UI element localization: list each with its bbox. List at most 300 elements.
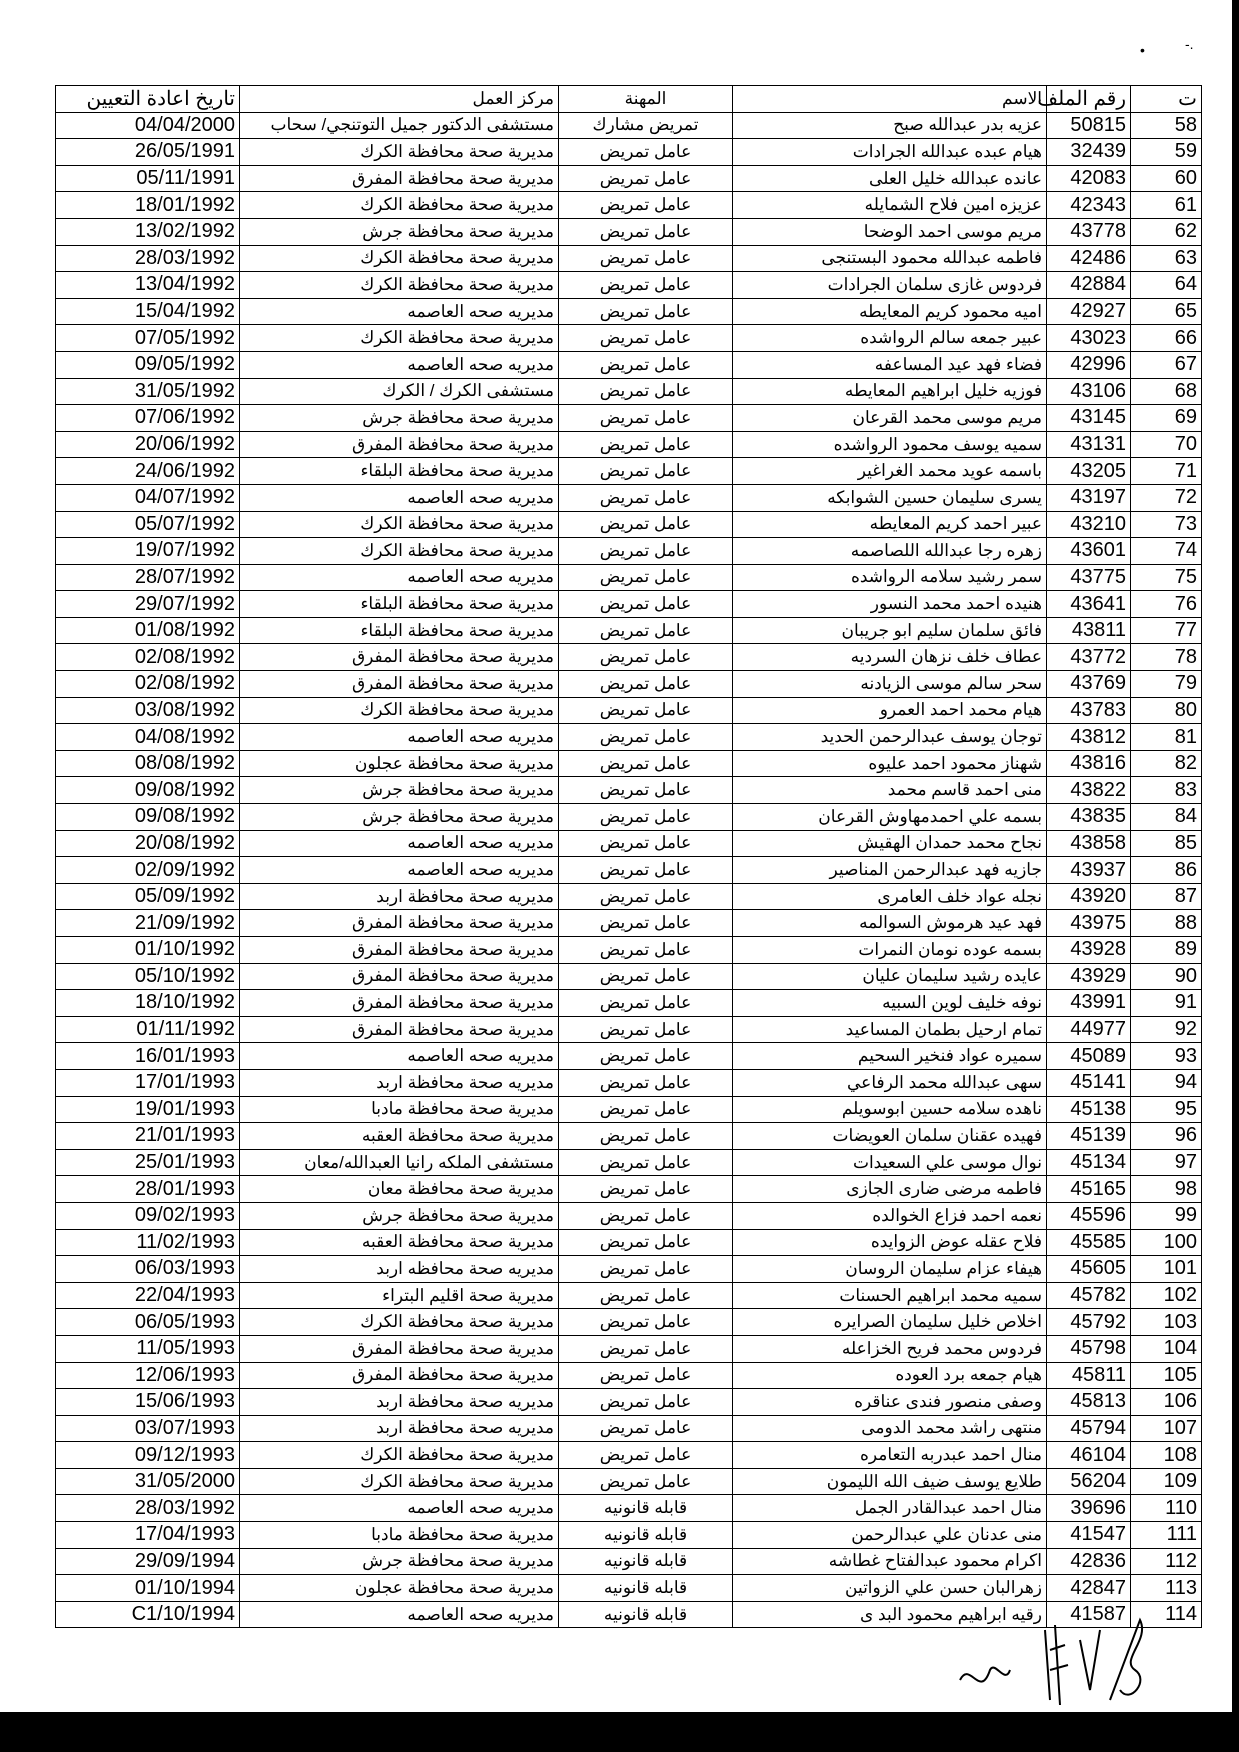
profession-cell: عامل تمريض bbox=[559, 671, 733, 698]
workplace-cell: مديريه صحة محافظة اربد bbox=[240, 1069, 559, 1096]
name-cell: فاطمه مرضى ضارى الجازى bbox=[733, 1176, 1047, 1203]
table-row bbox=[56, 484, 1202, 511]
workplace-cell: مديريه صحه العاصمه bbox=[240, 1601, 559, 1628]
serial-cell: 83 bbox=[1131, 777, 1202, 804]
file-number-cell: 42927 bbox=[1047, 298, 1131, 325]
workplace-cell: مستشفى الملكه رانيا العبدالله/معان bbox=[240, 1149, 559, 1176]
profession-cell: عامل تمريض bbox=[559, 1468, 733, 1495]
serial-cell: 89 bbox=[1131, 937, 1202, 964]
profession-cell: عامل تمريض bbox=[559, 1123, 733, 1150]
serial-cell: 63 bbox=[1131, 245, 1202, 272]
workplace-cell: مستشفى الكرك / الكرك bbox=[240, 378, 559, 405]
profession-cell: عامل تمريض bbox=[559, 963, 733, 990]
table-row bbox=[56, 724, 1202, 751]
file-number-cell: 45605 bbox=[1047, 1256, 1131, 1283]
table-row bbox=[56, 1442, 1202, 1469]
reappointment-date-cell: 31/05/2000 bbox=[56, 1468, 240, 1495]
name-cell: مريم موسى احمد الوضحا bbox=[733, 218, 1047, 245]
workplace-cell: مديرية صحة محافظة عجلون bbox=[240, 1575, 559, 1602]
serial-cell: 90 bbox=[1131, 963, 1202, 990]
workplace-cell: مديرية صحة محافظة البلقاء bbox=[240, 591, 559, 618]
reappointment-date-cell: 03/07/1993 bbox=[56, 1415, 240, 1442]
serial-cell: 100 bbox=[1131, 1229, 1202, 1256]
name-cell: سهى عبدالله محمد الرفاعي bbox=[733, 1069, 1047, 1096]
reappointment-date-cell: 04/08/1992 bbox=[56, 724, 240, 751]
reappointment-date-cell: 02/08/1992 bbox=[56, 644, 240, 671]
table-row bbox=[56, 830, 1202, 857]
workplace-cell: مديرية صحة محافظة معان bbox=[240, 1176, 559, 1203]
table-row bbox=[56, 1282, 1202, 1309]
serial-cell: 59 bbox=[1131, 139, 1202, 166]
table-row bbox=[56, 937, 1202, 964]
profession-cell: عامل تمريض bbox=[559, 617, 733, 644]
table-row bbox=[56, 1415, 1202, 1442]
profession-cell: عامل تمريض bbox=[559, 245, 733, 272]
name-cell: وصفى منصور فندى عناقره bbox=[733, 1389, 1047, 1416]
workplace-cell: مديريه صحه العاصمه bbox=[240, 484, 559, 511]
file-number-cell: 32439 bbox=[1047, 139, 1131, 166]
file-number-cell: 43822 bbox=[1047, 777, 1131, 804]
profession-cell: عامل تمريض bbox=[559, 1335, 733, 1362]
table-row bbox=[56, 1468, 1202, 1495]
table-row bbox=[56, 218, 1202, 245]
serial-cell: 78 bbox=[1131, 644, 1202, 671]
serial-cell: 91 bbox=[1131, 990, 1202, 1017]
name-cell: فضاء فهد عيد المساعفه bbox=[733, 351, 1047, 378]
workplace-cell: مديرية صحة محافظة الكرك bbox=[240, 697, 559, 724]
name-cell: سميه محمد ابراهيم الحسنات bbox=[733, 1282, 1047, 1309]
serial-cell: 66 bbox=[1131, 325, 1202, 352]
table-row bbox=[56, 245, 1202, 272]
file-number-cell: 41547 bbox=[1047, 1522, 1131, 1549]
reappointment-date-cell: 11/05/1993 bbox=[56, 1335, 240, 1362]
table-row bbox=[56, 1522, 1202, 1549]
file-number-cell: 43783 bbox=[1047, 697, 1131, 724]
workplace-cell: مستشفى الدكتور جميل التوتنجي/ سحاب bbox=[240, 112, 559, 139]
serial-cell: 81 bbox=[1131, 724, 1202, 751]
table-row bbox=[56, 963, 1202, 990]
table-row bbox=[56, 1389, 1202, 1416]
file-number-cell: 50815 bbox=[1047, 112, 1131, 139]
file-number-cell: 45596 bbox=[1047, 1202, 1131, 1229]
serial-cell: 77 bbox=[1131, 617, 1202, 644]
workplace-cell: مديرية صحة محافظة المفرق bbox=[240, 1335, 559, 1362]
reappointment-date-cell: 16/01/1993 bbox=[56, 1043, 240, 1070]
serial-cell: 72 bbox=[1131, 484, 1202, 511]
file-number-cell: 43145 bbox=[1047, 405, 1131, 432]
workplace-cell: مديرية صحة محافظة المفرق bbox=[240, 431, 559, 458]
file-number-cell: 43205 bbox=[1047, 458, 1131, 485]
file-number-cell: 43775 bbox=[1047, 564, 1131, 591]
name-cell: نوفه خليف لوين السبيه bbox=[733, 990, 1047, 1017]
scan-edge-bar bbox=[1232, 0, 1239, 1752]
profession-cell: عامل تمريض bbox=[559, 697, 733, 724]
serial-cell: 65 bbox=[1131, 298, 1202, 325]
workplace-cell: مديرية صحة محافظة المفرق bbox=[240, 937, 559, 964]
profession-cell: عامل تمريض bbox=[559, 325, 733, 352]
serial-cell: 73 bbox=[1131, 511, 1202, 538]
file-number-cell: 42996 bbox=[1047, 351, 1131, 378]
name-cell: نوال موسى علي السعيدات bbox=[733, 1149, 1047, 1176]
table-row bbox=[56, 883, 1202, 910]
table-row bbox=[56, 165, 1202, 192]
profession-cell: عامل تمريض bbox=[559, 1096, 733, 1123]
reappointment-date-cell: 01/10/1992 bbox=[56, 937, 240, 964]
serial-cell: 94 bbox=[1131, 1069, 1202, 1096]
reappointment-date-cell: 29/07/1992 bbox=[56, 591, 240, 618]
scan-mark: • bbox=[1140, 42, 1145, 58]
file-number-cell: 43858 bbox=[1047, 830, 1131, 857]
serial-cell: 112 bbox=[1131, 1548, 1202, 1575]
workplace-cell: مديرية صحة محافظة الكرك bbox=[240, 511, 559, 538]
file-number-cell: 43937 bbox=[1047, 857, 1131, 884]
serial-cell: 114 bbox=[1131, 1601, 1202, 1628]
serial-cell: 67 bbox=[1131, 351, 1202, 378]
profession-cell: قابله قانونيه bbox=[559, 1495, 733, 1522]
workplace-cell: مديرية صحة محافظة المفرق bbox=[240, 671, 559, 698]
reappointment-date-cell: 06/05/1993 bbox=[56, 1309, 240, 1336]
file-number-cell: 43975 bbox=[1047, 910, 1131, 937]
table-row bbox=[56, 697, 1202, 724]
profession-cell: عامل تمريض bbox=[559, 830, 733, 857]
workplace-cell: مديرية صحة محافظة الكرك bbox=[240, 538, 559, 565]
profession-cell: عامل تمريض bbox=[559, 484, 733, 511]
file-number-cell: 42083 bbox=[1047, 165, 1131, 192]
profession-cell: قابله قانونيه bbox=[559, 1575, 733, 1602]
profession-cell: عامل تمريض bbox=[559, 937, 733, 964]
name-cell: فهيده عقنان سلمان العويضات bbox=[733, 1123, 1047, 1150]
reappointment-date-cell: 05/09/1992 bbox=[56, 883, 240, 910]
profession-cell: عامل تمريض bbox=[559, 511, 733, 538]
workplace-cell: مديرية صحة محافظة الكرك bbox=[240, 325, 559, 352]
reappointment-date-cell: 02/09/1992 bbox=[56, 857, 240, 884]
serial-cell: 84 bbox=[1131, 804, 1202, 831]
profession-cell: عامل تمريض bbox=[559, 777, 733, 804]
reappointment-date-cell: 06/03/1993 bbox=[56, 1256, 240, 1283]
name-cell: فوزيه خليل ابراهيم المعايطه bbox=[733, 378, 1047, 405]
name-cell: اخلاص خليل سليمان الصرايره bbox=[733, 1309, 1047, 1336]
file-number-cell: 45782 bbox=[1047, 1282, 1131, 1309]
profession-cell: عامل تمريض bbox=[559, 272, 733, 299]
profession-cell: عامل تمريض bbox=[559, 298, 733, 325]
name-cell: هيام محمد احمد العمرو bbox=[733, 697, 1047, 724]
reappointment-date-cell: 28/03/1992 bbox=[56, 1495, 240, 1522]
table-row bbox=[56, 272, 1202, 299]
name-cell: فردوس محمد فريح الخزاعله bbox=[733, 1335, 1047, 1362]
reappointment-date-cell: 20/06/1992 bbox=[56, 431, 240, 458]
table-row bbox=[56, 1069, 1202, 1096]
serial-cell: 110 bbox=[1131, 1495, 1202, 1522]
name-cell: نعمه احمد فزاع الخوالده bbox=[733, 1202, 1047, 1229]
workplace-cell: مديرية صحة محافظة المفرق bbox=[240, 165, 559, 192]
file-number-cell: 42836 bbox=[1047, 1548, 1131, 1575]
name-cell: شهناز محمود احمد عليوه bbox=[733, 750, 1047, 777]
profession-cell: عامل تمريض bbox=[559, 591, 733, 618]
profession-cell: عامل تمريض bbox=[559, 1202, 733, 1229]
table-row bbox=[56, 1176, 1202, 1203]
profession-cell: عامل تمريض bbox=[559, 218, 733, 245]
profession-cell: عامل تمريض bbox=[559, 644, 733, 671]
serial-cell: 106 bbox=[1131, 1389, 1202, 1416]
file-number-cell: 45165 bbox=[1047, 1176, 1131, 1203]
serial-cell: 92 bbox=[1131, 1016, 1202, 1043]
workplace-cell: مديرية صحة محافظة المفرق bbox=[240, 990, 559, 1017]
reappointment-date-cell: 05/11/1991 bbox=[56, 165, 240, 192]
name-cell: يسرى سليمان حسين الشوابكه bbox=[733, 484, 1047, 511]
name-cell: توجان يوسف عبدالرحمن الحديد bbox=[733, 724, 1047, 751]
profession-cell: عامل تمريض bbox=[559, 1362, 733, 1389]
workplace-cell: مديرية صحة محافظة البلقاء bbox=[240, 458, 559, 485]
reappointment-date-cell: 21/01/1993 bbox=[56, 1123, 240, 1150]
profession-cell: عامل تمريض bbox=[559, 910, 733, 937]
table-row bbox=[56, 112, 1202, 139]
profession-cell: عامل تمريض bbox=[559, 804, 733, 831]
profession-cell: عامل تمريض bbox=[559, 351, 733, 378]
profession-cell: عامل تمريض bbox=[559, 1256, 733, 1283]
workplace-cell: مديرية صحة محافظة جرش bbox=[240, 405, 559, 432]
profession-cell: عامل تمريض bbox=[559, 538, 733, 565]
profession-cell: عامل تمريض bbox=[559, 1043, 733, 1070]
serial-cell: 108 bbox=[1131, 1442, 1202, 1469]
serial-cell: 58 bbox=[1131, 112, 1202, 139]
file-number-cell: 39696 bbox=[1047, 1495, 1131, 1522]
reappointment-date-cell: 01/10/1994 bbox=[56, 1575, 240, 1602]
file-number-cell: 42486 bbox=[1047, 245, 1131, 272]
reappointment-date-cell: 24/06/1992 bbox=[56, 458, 240, 485]
name-cell: هيام عبده عبدالله الجرادات bbox=[733, 139, 1047, 166]
name-cell: هيفاء عزام سليمان الروسان bbox=[733, 1256, 1047, 1283]
workplace-cell: مديرية صحة محافظة البلقاء bbox=[240, 617, 559, 644]
reappointment-date-cell: 09/08/1992 bbox=[56, 777, 240, 804]
serial-cell: 74 bbox=[1131, 538, 1202, 565]
table-row bbox=[56, 192, 1202, 219]
name-cell: عطاف خلف نزهان السرديه bbox=[733, 644, 1047, 671]
scan-mark: -. bbox=[1185, 36, 1194, 52]
table-row bbox=[56, 1362, 1202, 1389]
name-cell: سميه يوسف محمود الرواشده bbox=[733, 431, 1047, 458]
serial-cell: 60 bbox=[1131, 165, 1202, 192]
reappointment-date-cell: 19/07/1992 bbox=[56, 538, 240, 565]
reappointment-date-cell: 05/10/1992 bbox=[56, 963, 240, 990]
employee-reappointment-table bbox=[55, 85, 1202, 1628]
workplace-cell: مديريه صحه العاصمه bbox=[240, 298, 559, 325]
reappointment-date-cell: 15/04/1992 bbox=[56, 298, 240, 325]
reappointment-date-cell: 09/02/1993 bbox=[56, 1202, 240, 1229]
name-cell: عبير احمد كريم المعايطه bbox=[733, 511, 1047, 538]
serial-cell: 111 bbox=[1131, 1522, 1202, 1549]
workplace-cell: مديرية صحة محافظة مادبا bbox=[240, 1096, 559, 1123]
table-row bbox=[56, 1202, 1202, 1229]
profession-cell: عامل تمريض bbox=[559, 1229, 733, 1256]
serial-cell: 75 bbox=[1131, 564, 1202, 591]
table-header-row bbox=[56, 86, 1202, 113]
reappointment-date-cell: 29/09/1994 bbox=[56, 1548, 240, 1575]
table-row bbox=[56, 1548, 1202, 1575]
profession-cell: عامل تمريض bbox=[559, 857, 733, 884]
reappointment-date-cell: 26/05/1991 bbox=[56, 139, 240, 166]
file-number-cell: 45138 bbox=[1047, 1096, 1131, 1123]
name-cell: تمام ارحيل بطمان المساعيد bbox=[733, 1016, 1047, 1043]
table-row bbox=[56, 1309, 1202, 1336]
file-number-cell: 42884 bbox=[1047, 272, 1131, 299]
reappointment-date-cell: 31/05/1992 bbox=[56, 378, 240, 405]
table-row bbox=[56, 1495, 1202, 1522]
table-row bbox=[56, 1043, 1202, 1070]
table-row bbox=[56, 1229, 1202, 1256]
workplace-cell: مديرية صحة محافظة جرش bbox=[240, 804, 559, 831]
table-row bbox=[56, 458, 1202, 485]
reappointment-date-cell: 04/04/2000 bbox=[56, 112, 240, 139]
reappointment-date-cell: 12/06/1993 bbox=[56, 1362, 240, 1389]
table-row bbox=[56, 298, 1202, 325]
serial-cell: 64 bbox=[1131, 272, 1202, 299]
serial-cell: 97 bbox=[1131, 1149, 1202, 1176]
profession-cell: عامل تمريض bbox=[559, 165, 733, 192]
table-row bbox=[56, 1149, 1202, 1176]
workplace-cell: مديرية صحة محافظة جرش bbox=[240, 777, 559, 804]
serial-cell: 107 bbox=[1131, 1415, 1202, 1442]
serial-cell: 95 bbox=[1131, 1096, 1202, 1123]
reappointment-date-cell: 05/07/1992 bbox=[56, 511, 240, 538]
table-row bbox=[56, 1123, 1202, 1150]
profession-cell: عامل تمريض bbox=[559, 1442, 733, 1469]
name-cell: هيام جمعه برد العوده bbox=[733, 1362, 1047, 1389]
workplace-cell: مديريه صحه العاصمه bbox=[240, 724, 559, 751]
table-row bbox=[56, 1575, 1202, 1602]
name-cell: زهرالبان حسن علي الزواتين bbox=[733, 1575, 1047, 1602]
name-cell: فردوس غازى سلمان الجرادات bbox=[733, 272, 1047, 299]
serial-cell: 80 bbox=[1131, 697, 1202, 724]
name-cell: مريم موسى محمد القرعان bbox=[733, 405, 1047, 432]
table-body bbox=[56, 112, 1202, 1628]
name-cell: نجله عواد خلف العامرى bbox=[733, 883, 1047, 910]
table-row bbox=[56, 564, 1202, 591]
file-number-cell: 43106 bbox=[1047, 378, 1131, 405]
file-number-cell: 42847 bbox=[1047, 1575, 1131, 1602]
file-number-cell: 43197 bbox=[1047, 484, 1131, 511]
file-number-cell: 43816 bbox=[1047, 750, 1131, 777]
serial-cell: 102 bbox=[1131, 1282, 1202, 1309]
file-number-cell: 43991 bbox=[1047, 990, 1131, 1017]
name-cell: فائق سلمان سليم ابو جريبان bbox=[733, 617, 1047, 644]
table-row bbox=[56, 538, 1202, 565]
workplace-cell: مديريه صحة محافظه اربد bbox=[240, 1256, 559, 1283]
table-row bbox=[56, 431, 1202, 458]
name-cell: فاطمه عبدالله محمود البستنجى bbox=[733, 245, 1047, 272]
workplace-cell: مديرية صحة محافظة المفرق bbox=[240, 644, 559, 671]
name-cell: سمر رشيد سلامه الرواشده bbox=[733, 564, 1047, 591]
workplace-cell: مديرية صحة محافظة عجلون bbox=[240, 750, 559, 777]
name-cell: عبير جمعه سالم الرواشده bbox=[733, 325, 1047, 352]
reappointment-date-cell: 08/08/1992 bbox=[56, 750, 240, 777]
file-number-cell: 43641 bbox=[1047, 591, 1131, 618]
reappointment-date-cell: 01/11/1992 bbox=[56, 1016, 240, 1043]
serial-cell: 88 bbox=[1131, 910, 1202, 937]
workplace-cell: مديريه صحه العاصمه bbox=[240, 351, 559, 378]
file-number-cell: 43131 bbox=[1047, 431, 1131, 458]
reappointment-date-cell: 22/04/1993 bbox=[56, 1282, 240, 1309]
workplace-cell: مديرية صحة محافظة الكرك bbox=[240, 245, 559, 272]
reappointment-date-cell: 04/07/1992 bbox=[56, 484, 240, 511]
workplace-cell: مديريه صحه العاصمه bbox=[240, 857, 559, 884]
header-reappointment-date: تاريخ اعادة التعيين bbox=[56, 86, 240, 113]
serial-cell: 86 bbox=[1131, 857, 1202, 884]
serial-cell: 68 bbox=[1131, 378, 1202, 405]
file-number-cell: 45813 bbox=[1047, 1389, 1131, 1416]
profession-cell: تمريض مشارك bbox=[559, 112, 733, 139]
profession-cell: عامل تمريض bbox=[559, 883, 733, 910]
reappointment-date-cell: 20/08/1992 bbox=[56, 830, 240, 857]
table-row bbox=[56, 378, 1202, 405]
workplace-cell: مديريه صحة محافظة اربد bbox=[240, 1389, 559, 1416]
profession-cell: عامل تمريض bbox=[559, 750, 733, 777]
serial-cell: 82 bbox=[1131, 750, 1202, 777]
name-cell: عزيزه امين فلاح الشمايله bbox=[733, 192, 1047, 219]
serial-cell: 79 bbox=[1131, 671, 1202, 698]
header-name: الاسم bbox=[733, 86, 1047, 113]
workplace-cell: مديريه صحة محافظة اربد bbox=[240, 1415, 559, 1442]
file-number-cell: 43772 bbox=[1047, 644, 1131, 671]
reappointment-date-cell: 13/04/1992 bbox=[56, 272, 240, 299]
file-number-cell: 56204 bbox=[1047, 1468, 1131, 1495]
reappointment-date-cell: 18/01/1992 bbox=[56, 192, 240, 219]
file-number-cell: 44977 bbox=[1047, 1016, 1131, 1043]
name-cell: سحر سالم موسى الزيادنه bbox=[733, 671, 1047, 698]
workplace-cell: مديرية صحة محافظة المفرق bbox=[240, 910, 559, 937]
file-number-cell: 45134 bbox=[1047, 1149, 1131, 1176]
table-row bbox=[56, 1256, 1202, 1283]
profession-cell: عامل تمريض bbox=[559, 139, 733, 166]
reappointment-date-cell: 02/08/1992 bbox=[56, 671, 240, 698]
table-row bbox=[56, 777, 1202, 804]
profession-cell: عامل تمريض bbox=[559, 1149, 733, 1176]
table-row bbox=[56, 644, 1202, 671]
file-number-cell: 45139 bbox=[1047, 1123, 1131, 1150]
table-row bbox=[56, 1335, 1202, 1362]
file-number-cell: 43812 bbox=[1047, 724, 1131, 751]
file-number-cell: 45585 bbox=[1047, 1229, 1131, 1256]
file-number-cell: 45089 bbox=[1047, 1043, 1131, 1070]
workplace-cell: مديرية صحة محافظة جرش bbox=[240, 1548, 559, 1575]
workplace-cell: مديريه صحه العاصمه bbox=[240, 1043, 559, 1070]
workplace-cell: مديرية صحة محافظة المفرق bbox=[240, 963, 559, 990]
serial-cell: 96 bbox=[1131, 1123, 1202, 1150]
reappointment-date-cell: 15/06/1993 bbox=[56, 1389, 240, 1416]
profession-cell: عامل تمريض bbox=[559, 1282, 733, 1309]
profession-cell: قابله قانونيه bbox=[559, 1522, 733, 1549]
name-cell: بسمه علي احمدمهاوش القرعان bbox=[733, 804, 1047, 831]
table-row bbox=[56, 1096, 1202, 1123]
workplace-cell: مديرية صحة محافظة الكرك bbox=[240, 192, 559, 219]
header-serial: ت bbox=[1131, 86, 1202, 113]
reappointment-date-cell: 09/08/1992 bbox=[56, 804, 240, 831]
name-cell: هنيده احمد محمد النسور bbox=[733, 591, 1047, 618]
serial-cell: 109 bbox=[1131, 1468, 1202, 1495]
reappointment-date-cell: 11/02/1993 bbox=[56, 1229, 240, 1256]
profession-cell: عامل تمريض bbox=[559, 1069, 733, 1096]
name-cell: باسمه عويد محمد الغراغير bbox=[733, 458, 1047, 485]
name-cell: جازيه فهد عبدالرحمن المناصير bbox=[733, 857, 1047, 884]
workplace-cell: مديرية صحة محافظة العقبه bbox=[240, 1229, 559, 1256]
name-cell: فهد عيد هرموش السوالمه bbox=[733, 910, 1047, 937]
file-number-cell: 45811 bbox=[1047, 1362, 1131, 1389]
profession-cell: عامل تمريض bbox=[559, 1016, 733, 1043]
reappointment-date-cell: 03/08/1992 bbox=[56, 697, 240, 724]
serial-cell: 113 bbox=[1131, 1575, 1202, 1602]
reappointment-date-cell: 07/06/1992 bbox=[56, 405, 240, 432]
file-number-cell: 43811 bbox=[1047, 617, 1131, 644]
table-row bbox=[56, 804, 1202, 831]
